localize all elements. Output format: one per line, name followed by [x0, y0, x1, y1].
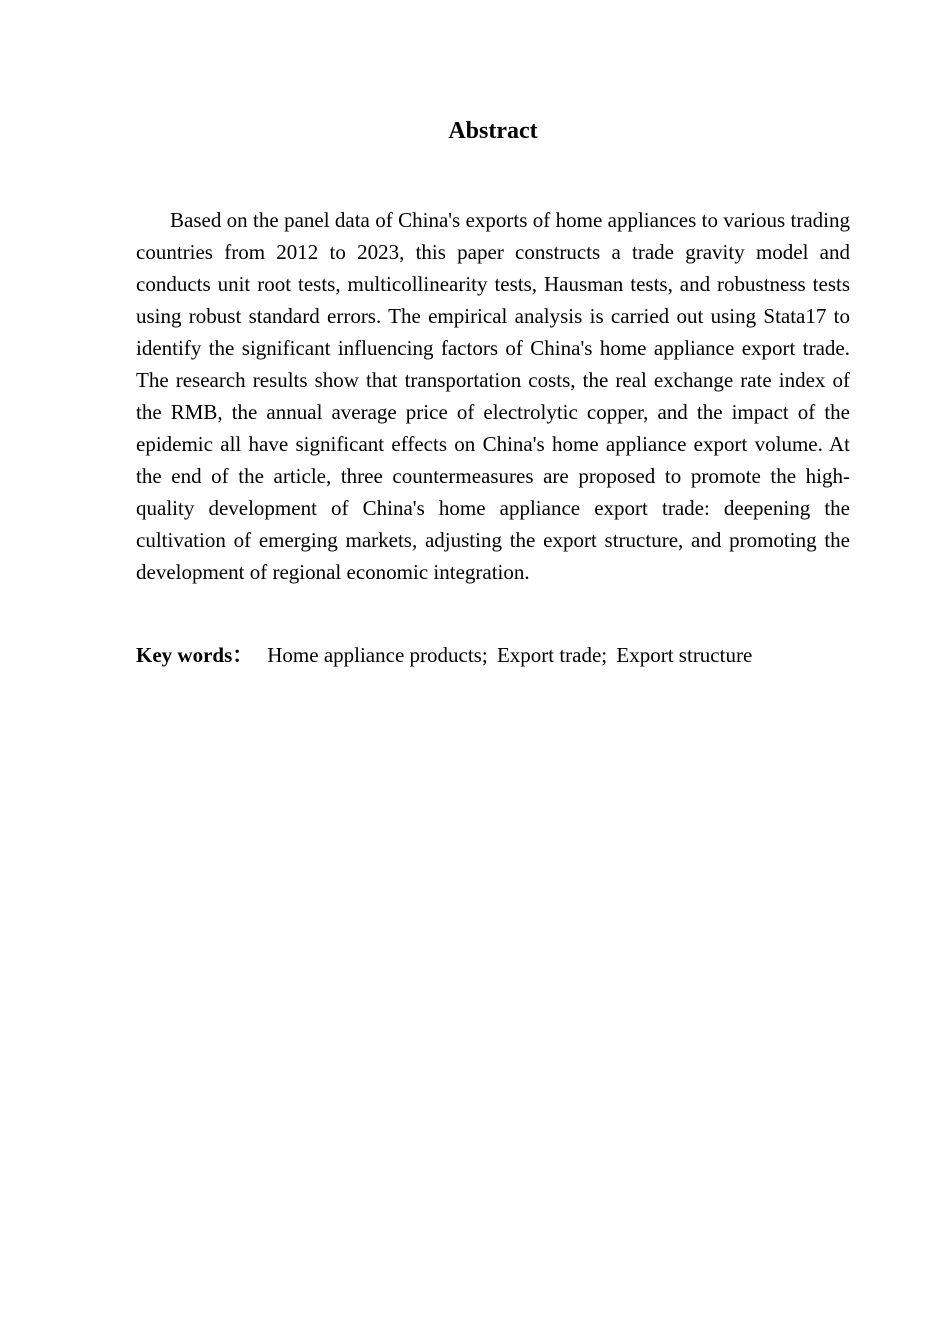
- keyword-item: Export trade;: [496, 643, 608, 667]
- keywords-line: [136, 639, 850, 671]
- keywords-label: Key words：: [136, 643, 254, 667]
- abstract-body: Based on the panel data of China's exports of home appliances to various trading countries from 2012 to 2023, this paper constructs a trade gravity model and conducts unit root tests, multicollinearity tests, Hausman tests, and robustness tests using robust standard errors. The empirical analysis is carried out using Stata17 to identify the significant influencing factors of China's home appliance export trade. The research results show that transportation costs, the real exchange rate index of the RMB, the annual average price of electrolytic copper, and the impact of the epidemic all have significant effects on China's home appliance export volume. At the end of the article, three countermeasures are proposed to promote the high-quality development of China's home appliance export trade: deepening the cultivation of emerging markets, adjusting the export structure, and promoting the development of regional economic integration.: [136, 208, 850, 584]
- keyword-item: Export structure: [616, 643, 753, 667]
- keyword-item: Home appliance products;: [267, 643, 488, 667]
- abstract-title: Abstract: [448, 118, 538, 144]
